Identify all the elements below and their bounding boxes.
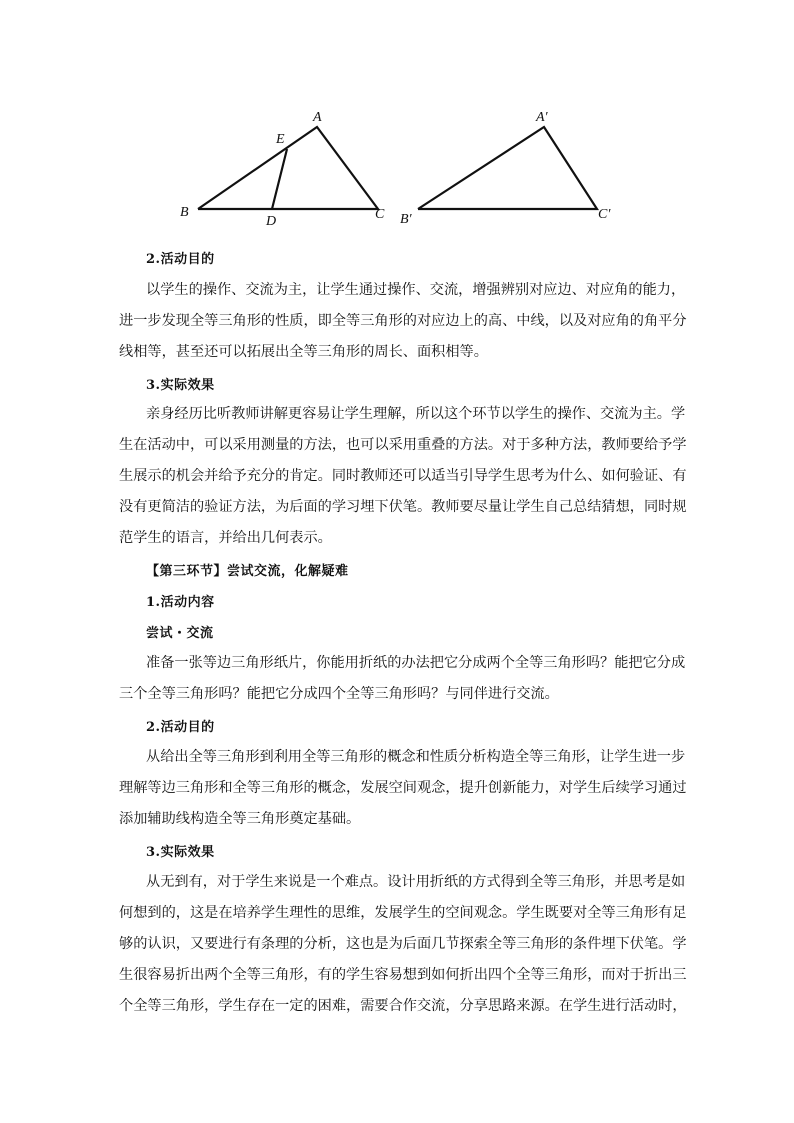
triangle-abc-outline: [198, 127, 378, 209]
text-line: 个全等三角形，学生存在一定的困难，需要合作交流，分享思路来源。在学生进行活动时，: [119, 998, 687, 1014]
text-line: 准备一张等边三角形纸片，你能用折纸的办法把它分成两个全等三角形吗？能把它分成: [146, 655, 686, 671]
text-line: 生在活动中，可以采用测量的方法，也可以采用重叠的方法。对于多种方法，教师要给予学: [119, 437, 687, 453]
text-line: 添加辅助线构造全等三角形奠定基础。: [119, 811, 361, 827]
text-line: 理解等边三角形和全等三角形的概念，发展空间观念，提升创新能力，对学生后续学习通过: [119, 780, 687, 796]
text-line: 没有更简洁的验证方法，为后面的学习埋下伏笔。教师要尽量让学生自己总结猜想，同时规: [119, 499, 687, 515]
triangle-a2b2c2: [418, 127, 597, 209]
text-line: 亲身经历比听教师讲解更容易让学生理解，所以这个环节以学生的操作、交流为主。学: [146, 406, 686, 422]
text-line: 线相等，甚至还可以拓展出全等三角形的周长、面积相等。: [119, 344, 488, 360]
text-line: 生很容易折出两个全等三角形，有的学生容易想到如何折出四个全等三角形，而对于折出三: [119, 967, 687, 983]
text-line: 何想到的，这是在培养学生理性的思维，发展学生的空间观念。学生既要对全等三角形有足: [119, 905, 687, 921]
label-b: B: [180, 205, 189, 220]
heading-try-exchange: 尝试・交流: [146, 626, 214, 641]
label-a: A: [313, 110, 322, 125]
segment-de: [272, 149, 287, 209]
heading-actual-effect-2: 3.实际效果: [146, 845, 215, 860]
heading-activity-goal-1: 2.活动目的: [146, 252, 215, 267]
label-d: D: [266, 214, 277, 229]
triangle-a2b2c2-outline: [418, 127, 597, 209]
text-line: 从给出全等三角形到利用全等三角形的概念和性质分析构造全等三角形，让学生进一步: [146, 749, 686, 765]
heading-actual-effect-1: 3.实际效果: [146, 378, 215, 393]
label-a-prime: A′: [536, 110, 548, 125]
label-b-prime: B′: [400, 212, 412, 227]
label-e: E: [276, 132, 285, 147]
label-c: C: [375, 207, 385, 222]
heading-activity-goal-2: 2.活动目的: [146, 720, 215, 735]
text-line: 以学生的操作、交流为主，让学生通过操作、交流，增强辨别对应边、对应角的能力，: [146, 282, 686, 298]
label-c-prime: C′: [598, 207, 611, 222]
heading-activity-content: 1.活动内容: [146, 595, 215, 610]
text-line: 生展示的机会并给予充分的肯定。同时教师还可以适当引导学生思考为什么、如何验证、有: [119, 468, 687, 484]
text-line: 范学生的语言，并给出几何表示。: [119, 530, 332, 546]
text-line: 从无到有，对于学生来说是一个难点。设计用折纸的方式得到全等三角形，并思考是如: [146, 874, 686, 890]
text-line: 进一步发现全等三角形的性质，即全等三角形的对应边上的高、中线，以及对应角的角平分: [119, 313, 687, 329]
text-line: 够的认识，又要进行有条理的分析，这也是为后面几节探索全等三角形的条件埋下伏笔。学: [119, 936, 687, 952]
text-line: 三个全等三角形吗？能把它分成四个全等三角形吗？与同伴进行交流。: [119, 686, 559, 702]
triangle-abc: [198, 127, 378, 209]
section-heading-third-link: 【第三环节】尝试交流，化解疑难: [146, 564, 349, 579]
triangle-figure: [170, 105, 630, 235]
